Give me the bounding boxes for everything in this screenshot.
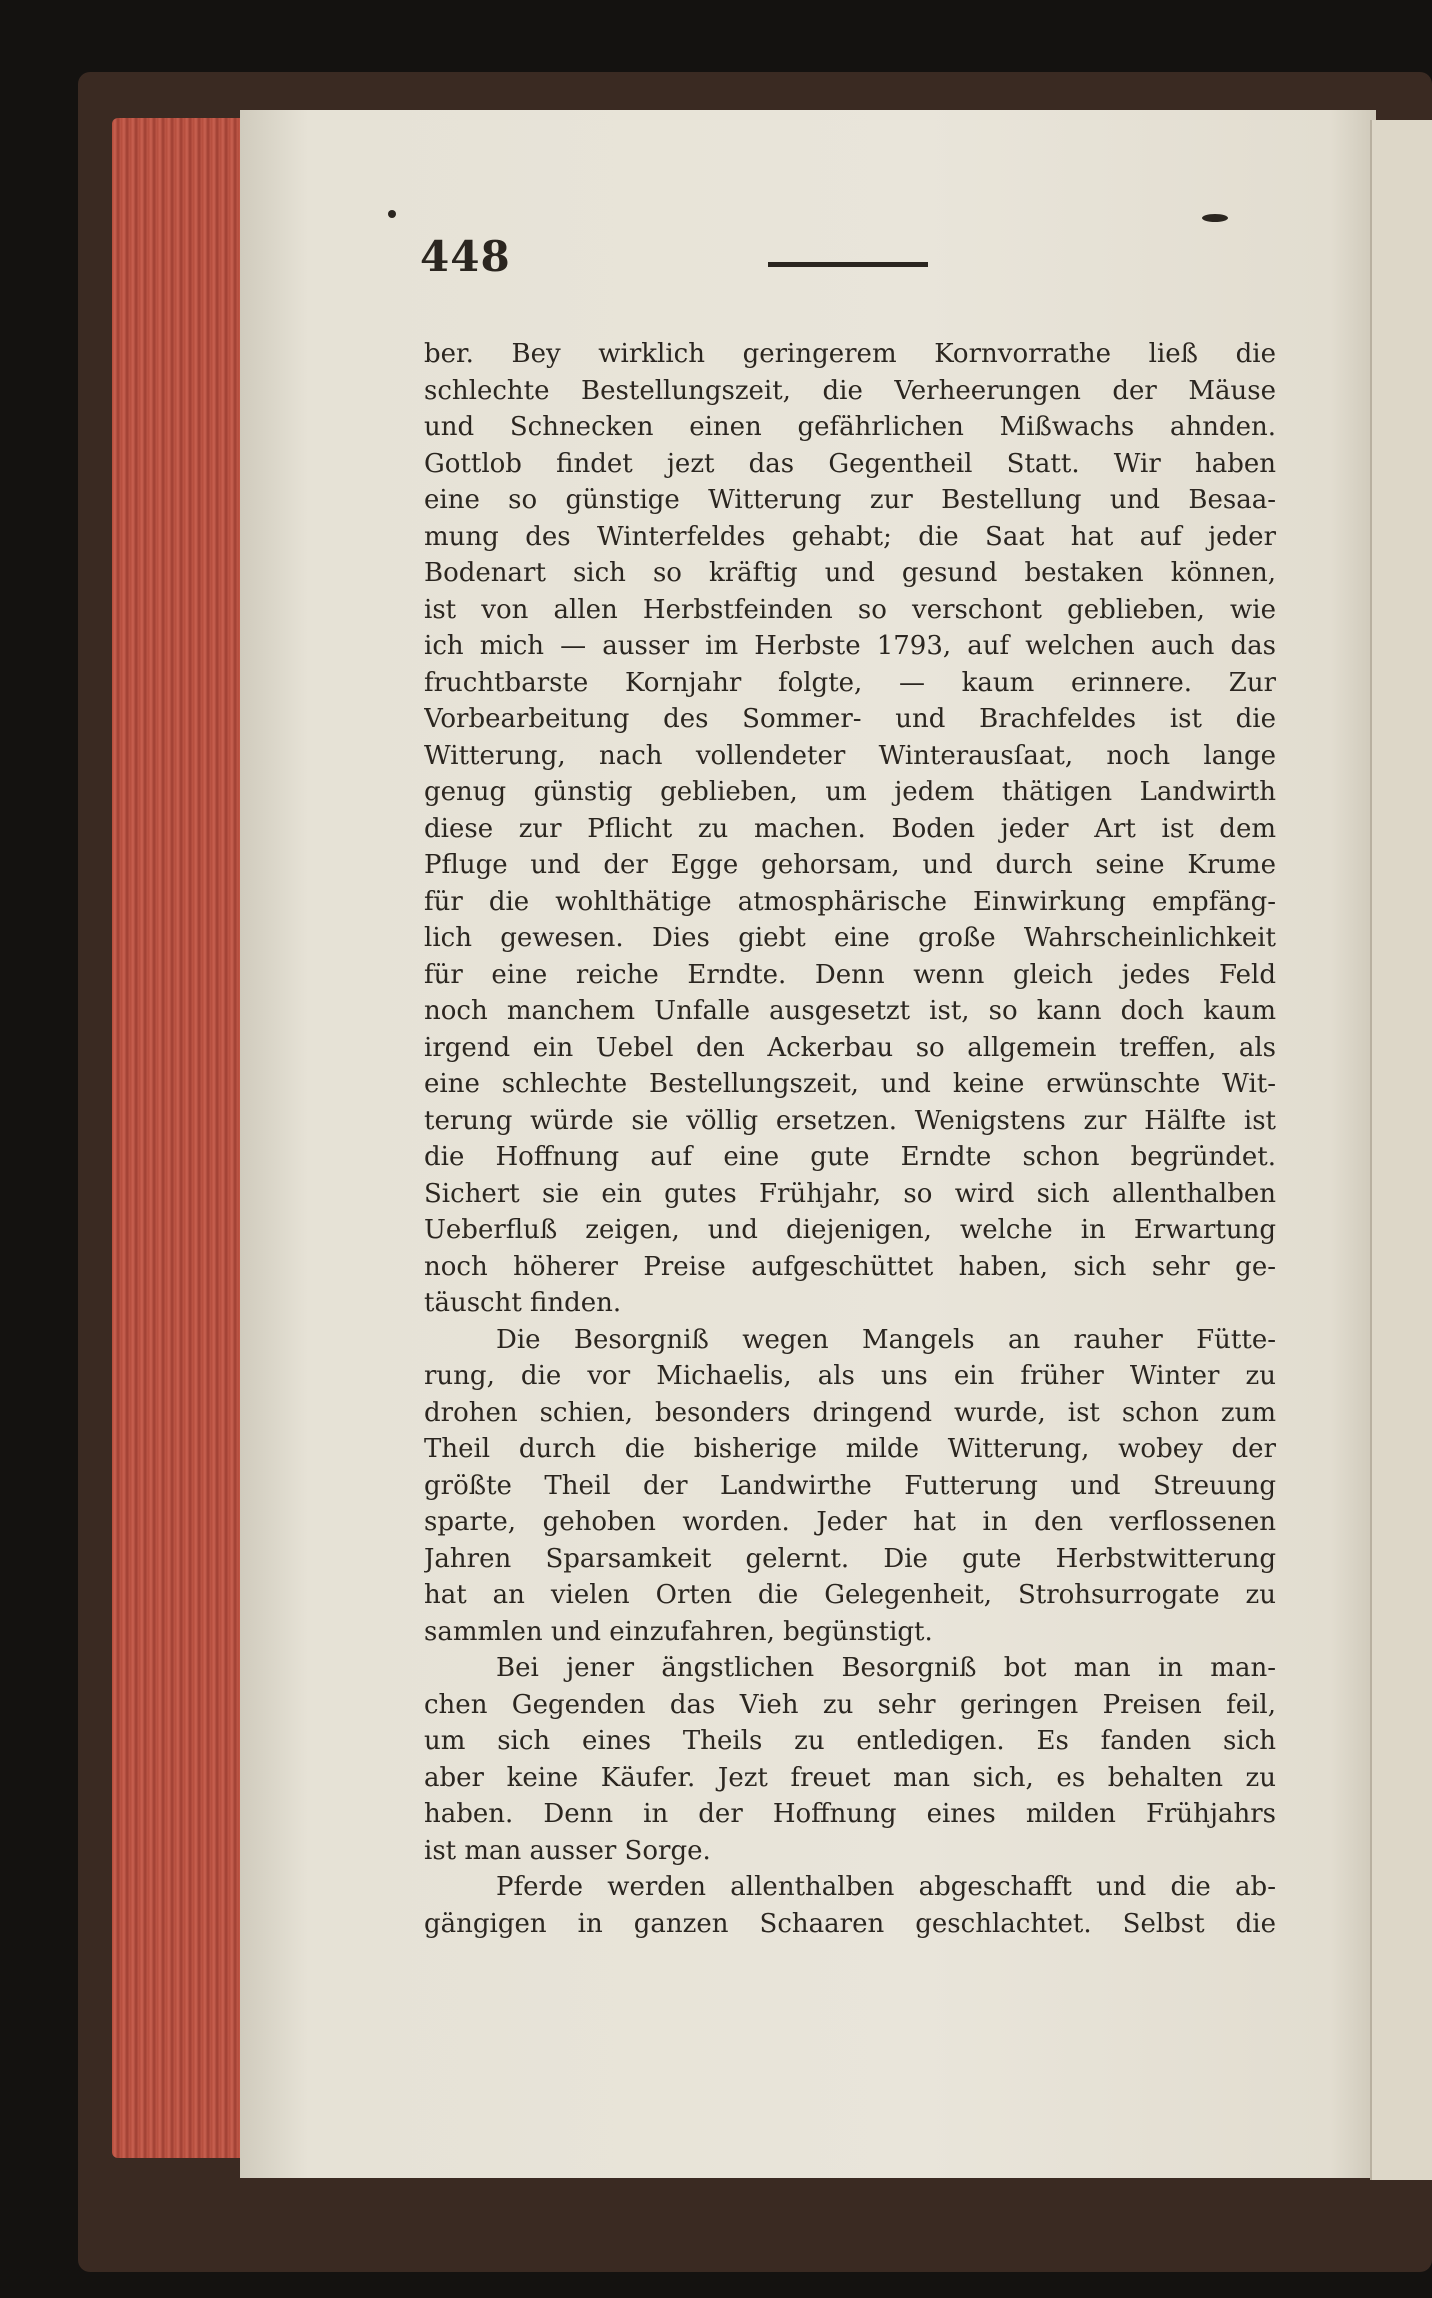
text-line: Vorbearbeitung des Sommer- und Brachfeldes ist die [424,704,1276,734]
body-text [424,336,1276,1942]
text-line: schlechte Bestellungszeit, die Verheerungen der Mäuse [424,375,1276,406]
text-line: ber. Bey wirklich geringerem Kornvorrathe ließ die [424,339,1276,369]
text-line: Sichert sie ein gutes Frühjahr, so wird sich allenthalben [424,1178,1276,1209]
text-line: noch manchem Unfalle ausgesetzt ist, so kann doch kaum [424,996,1276,1026]
text-line: Bei jener ängstlichen Besorgniß bot man in man- [496,1653,1276,1683]
text-line: terung würde sie völlig ersetzen. Wenigstens zur Hälfte ist [424,1105,1276,1136]
header-rule [768,262,928,267]
text-line: Ueberfluß zeigen, und diejenigen, welche in Erwartung [424,1215,1276,1245]
text-line: Gottlob findet jezt das Gegentheil Statt. Wir haben [424,448,1276,479]
text-line: Pfluge und der Egge gehorsam, und durch seine Krume [424,850,1276,880]
text-line: für eine reiche Erndte. Denn wenn gleich jedes Feld [424,959,1276,990]
text-line: und Schnecken einen gefährlichen Mißwachs ahnden. [424,412,1276,442]
text-line: für die wohlthätige atmosphärische Einwirkung empfäng- [424,886,1276,917]
page-edges [112,118,252,2158]
text-line: ist von allen Herbstfeinden so verschont geblieben, wie [424,594,1276,625]
text-line: hat an vielen Orten die Gelegenheit, Strohsurrogate zu [424,1580,1276,1610]
text-line: die Hoffnung auf eine gute Erndte schon begründet. [424,1142,1276,1172]
text-line: irgend ein Uebel den Ackerbau so allgemein treffen, als [424,1032,1276,1063]
text-line: Jahren Sparsamkeit gelernt. Die gute Herbstwitterung [424,1543,1276,1574]
text-line: haben. Denn in der Hoffnung eines milden Frühjahrs [424,1799,1276,1829]
text-line: chen Gegenden das Vieh zu sehr geringen Preisen feil, [424,1689,1276,1720]
page-number: 448 [420,232,511,281]
text-line: Theil durch die bisherige milde Witterung, wobey der [424,1434,1276,1464]
text-line: eine schlechte Bestellungszeit, und keine erwünschte Wit- [424,1069,1276,1099]
text-line: drohen schien, besonders dringend wurde, ist schon zum [424,1397,1276,1428]
text-line: sparte, gehoben worden. Jeder hat in den verflossenen [424,1507,1276,1537]
facing-page-edge [1370,120,1432,2180]
text-line: genug günstig geblieben, um jedem thätigen Landwirth [424,777,1276,807]
text-line: fruchtbarste Kornjahr folgte, — kaum erinnere. Zur [424,667,1276,698]
text-line: ist man ausser Sorge. [424,1835,711,1866]
text-line: Die Besorgniß wegen Mangels an rauher Fütte- [496,1324,1276,1355]
text-line: täuscht finden. [424,1288,622,1318]
text-line: mung des Winterfeldes gehabt; die Saat hat auf jeder [424,521,1276,552]
text-line: rung, die vor Michaelis, als uns ein früher Winter zu [424,1361,1276,1391]
text-line: größte Theil der Landwirthe Futterung und Streuung [424,1470,1276,1501]
text-line: diese zur Pflicht zu machen. Boden jeder Art ist dem [424,813,1276,844]
ink-speck [388,210,396,218]
text-line: lich gewesen. Dies giebt eine große Wahrscheinlichkeit [424,923,1276,953]
text-line: ich mich — ausser im Herbste 1793, auf welchen auch das [424,631,1276,661]
text-line: Bodenart sich so kräftig und gesund bestaken können, [424,558,1276,588]
text-line: noch höherer Preise aufgeschüttet haben, sich sehr ge- [424,1251,1276,1282]
text-line: Witterung, nach vollendeter Winterausſaat, noch lange [424,740,1276,771]
text-line: gängigen in ganzen Schaaren geschlachtet. Selbst die [424,1908,1276,1939]
text-line: um sich eines Theils zu entledigen. Es fanden sich [424,1726,1276,1756]
ink-speck [1202,214,1228,222]
text-line: aber keine Käufer. Jezt freuet man sich, es behalten zu [424,1762,1276,1793]
text-line: eine so günstige Witterung zur Bestellung und Besaa- [424,485,1276,515]
text-line: Pferde werden allenthalben abgeschafft und die ab- [496,1872,1276,1902]
text-line: sammlen und einzufahren, begünstigt. [424,1616,933,1647]
